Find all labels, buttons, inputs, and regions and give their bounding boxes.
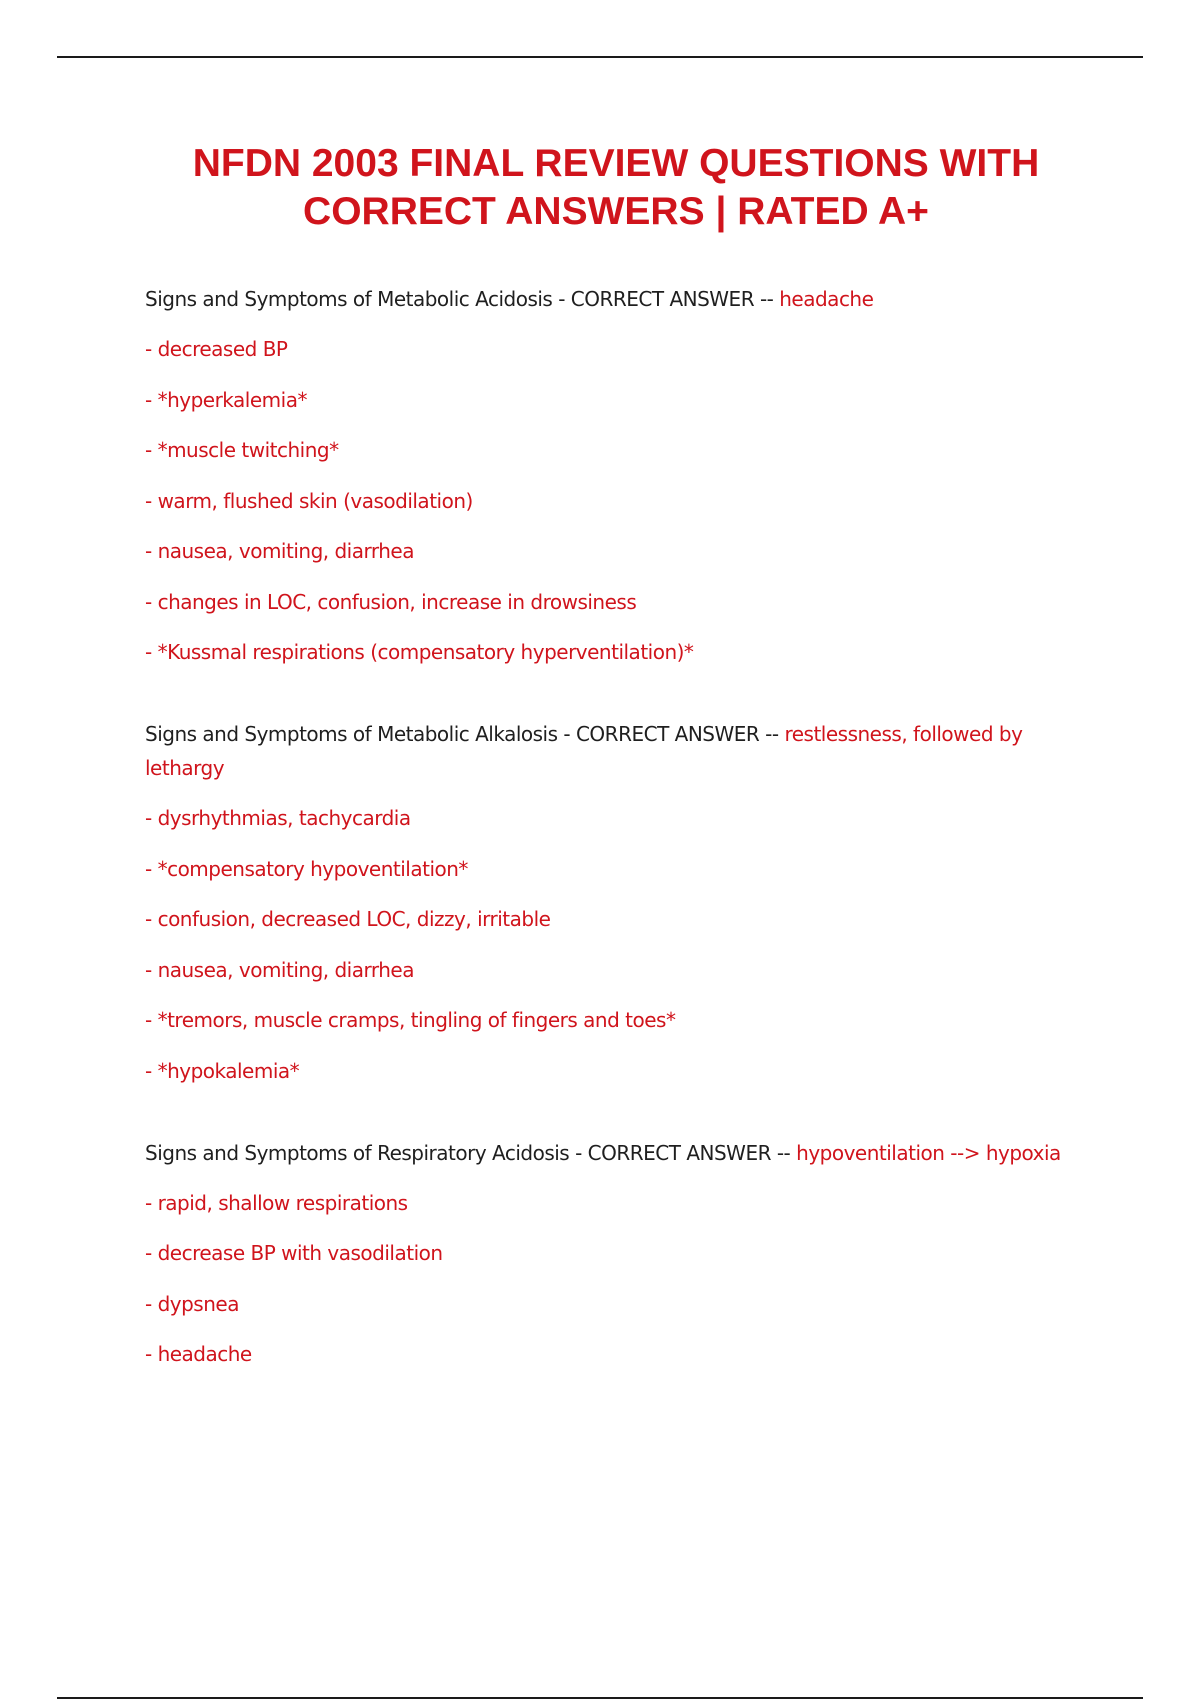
answer-item: - nausea, vomiting, diarrhea [145,539,414,563]
answer-item: - changes in LOC, confusion, increase in drowsiness [145,589,637,614]
qa-block-metabolic-alkalosis [145,717,1095,1088]
answer-text: hypoventilation --> hypoxia [796,1140,1061,1165]
bottom-rule [57,1697,1143,1699]
document-title [100,140,1132,236]
question-text: Signs and Symptoms of Metabolic Acidosis - CORRECT ANSWER -- [145,287,780,311]
answer-text: headache [779,287,874,311]
answer-item: - *tremors, muscle cramps, tingling of fingers and toes* [145,1008,676,1032]
answer-item: - warm, flushed skin (vasodilation) [145,488,473,513]
question-line [145,717,1095,785]
question-text: Signs and Symptoms of Respiratory Acidosis - CORRECT ANSWER -- [145,1140,797,1165]
answer-item: - *hypokalemia* [145,1058,300,1083]
answer-item: - dypsnea [145,1291,239,1316]
title-line-2: CORRECT ANSWERS | RATED A+ [303,190,929,233]
document-body [145,282,1095,1388]
top-rule [57,56,1143,58]
answer-text: restlessness, followed by lethargy [145,722,1023,780]
answer-item: - nausea, vomiting, diarrhea [145,957,414,982]
answer-item: - rapid, shallow respirations [145,1190,408,1215]
answer-item: - *hyperkalemia* [145,387,307,412]
question-line [145,282,1095,316]
question-line [145,1136,1095,1170]
question-text: Signs and Symptoms of Metabolic Alkalosis - CORRECT ANSWER -- [145,722,785,746]
answer-item: - headache [145,1342,252,1366]
answer-item: - confusion, decreased LOC, dizzy, irritable [145,907,551,931]
answer-item: - dysrhythmias, tachycardia [145,806,411,830]
title-line-1: NFDN 2003 FINAL REVIEW QUESTIONS WITH [192,142,1040,185]
answer-item: - decreased BP [145,337,288,361]
answer-item: - *Kussmal respirations (compensatory hyperventilation)* [145,640,694,664]
answer-item: - *compensatory hypoventilation* [145,856,468,881]
answer-item: - decrease BP with vasodilation [145,1241,443,1265]
answer-item: - *muscle twitching* [145,438,339,462]
qa-block-metabolic-acidosis [145,282,1095,669]
qa-block-respiratory-acidosis [145,1136,1095,1372]
